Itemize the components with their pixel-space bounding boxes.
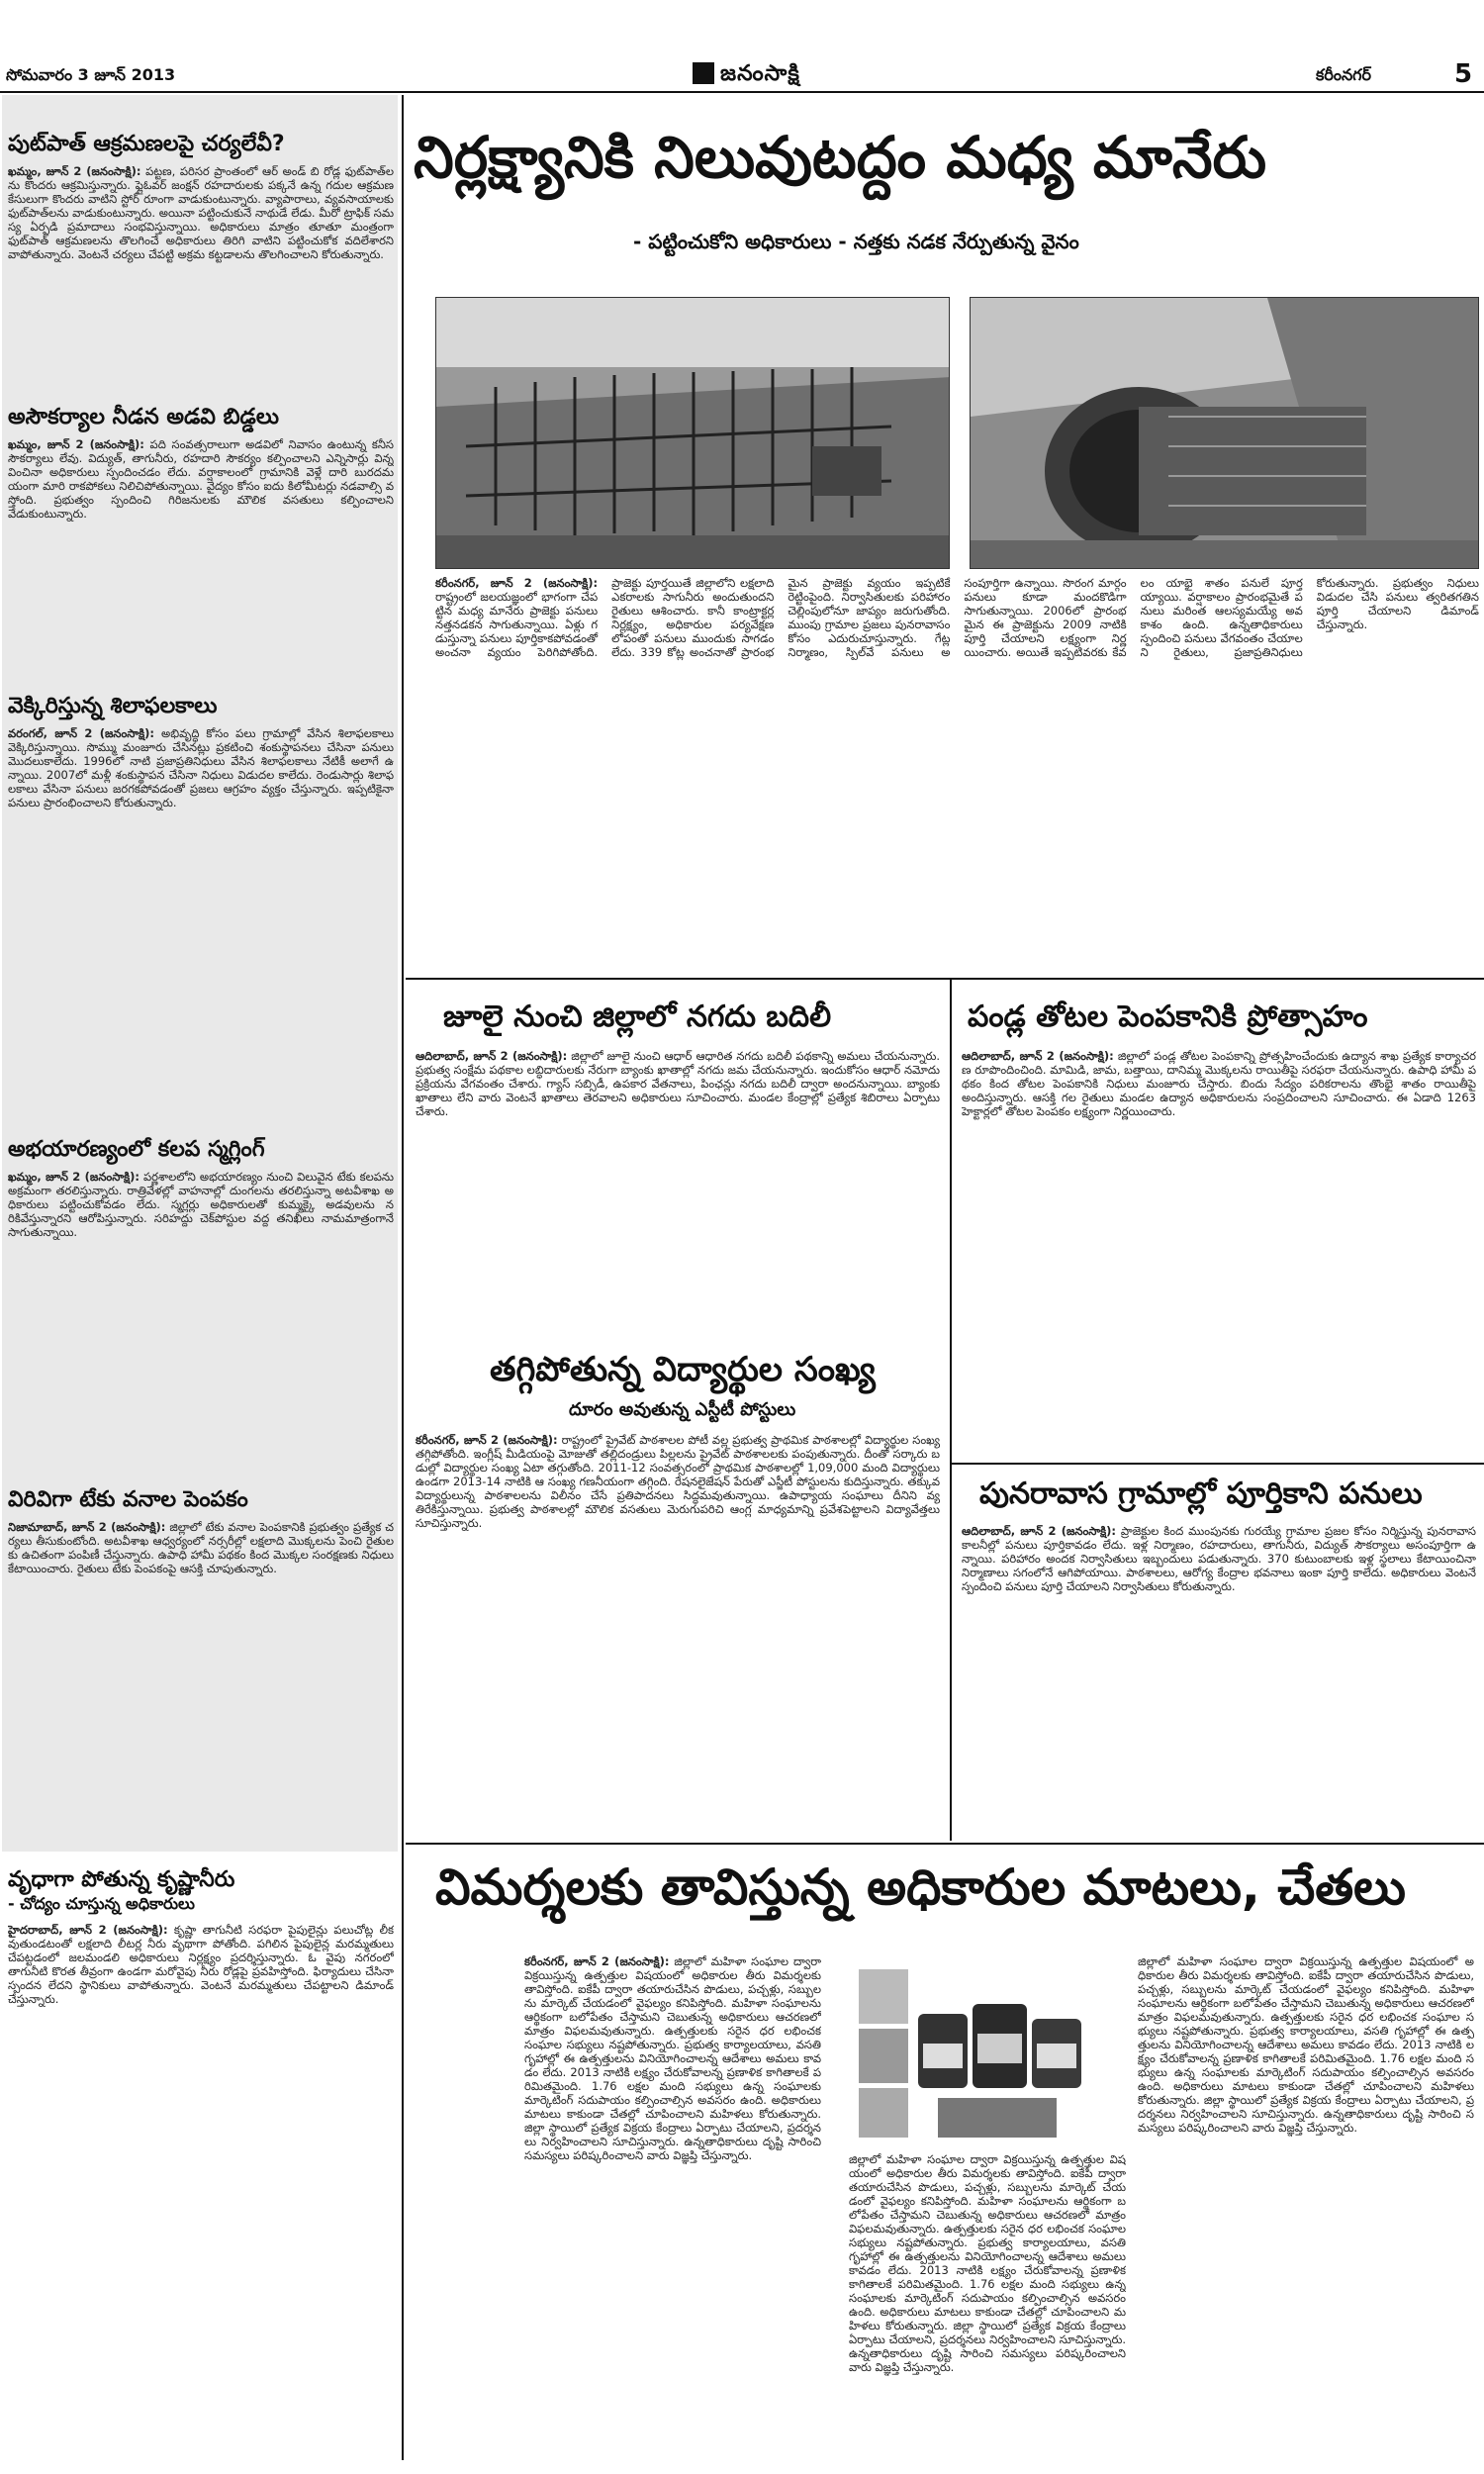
lead-text: రాష్ట్రంలో జలయజ్ఞంలో భాగంగా చేపట్టిన మధ్య మానేరు ప్రాజెక్టు పనులు నత్తనడకన సాగుతున్నాయి. ఏళ్లు గడుస్తున్నా పనులు పూర్తికాకపోవడంతో అంచనా వ్యయం పెరిగిపోతోంది. ప్రాజెక్టు పూర్తయితే జిల్లాలోని లక్షలాది ఎకరాలకు సాగునీరు అందుతుందని రైతులు ఆశించారు. కానీ కాంట్రాక్టర్ల నిర్లక్ష్యం, అధికారుల పర్యవేక్షణ లోపంతో పనులు ముందుకు సాగడం లేదు. 339 కోట్ల అంచనాతో ప్రారంభమైన ప్రాజెక్టు వ్యయం ఇప్పటికే రెట్టింపైంది. నిర్వాసితులకు పరిహారం చెల్లింపులోనూ జాప్యం జరుగుతోంది. ముంపు గ్రామాల ప్రజలు పునరావాసం కోసం ఎదురుచూస్తున్నారు. గేట్ల నిర్మాణం, స్పిల్‌వే పనులు అసంపూర్తిగా ఉన్నాయి. సొరంగ మార్గం పనులు కూడా మందకొడిగా సాగుతున్నాయి. 2006లో ప్రారంభమైన ఈ ప్రాజెక్టును 2009 నాటికి పూర్తి చేయాలని లక్ష్యంగా నిర్ణయించారు. అయితే ఇప్పటివరకు కేవలం యాభై శాతం పనులే పూర్తయ్యాయి. వర్షాకాలం ప్రారంభమైతే పనులు మరింత ఆలస్యమయ్యే అవకాశం ఉంది. ఉన్నతాధికారులు స్పందించి పనులు వేగవంతం చేయాలని రైతులు, ప్రజాప్రతినిధులు కోరుతున్నారు. ప్రభుత్వం నిధులు విడుదల చేసి పనులు త్వరితగతిన పూర్తి చేయాలని డిమాండ్ చేస్తున్నారు. [435,576,1479,659]
story-body [8,437,394,675]
story-text: పది సంవత్సరాలుగా అడవిలో నివాసం ఉంటున్న కనీస సౌకర్యాలు లేవు. విద్యుత్, తాగునీరు, రహదారి సౌకర్యం కల్పించాలని ఎన్నిసార్లు విన్నవించినా అధికారులు స్పందించడం లేదు. వర్షాకాలంలో గ్రామానికి వెళ్లే దారి బురదమయంగా మారి రాకపోకలు నిలిచిపోతున్నాయి. వైద్యం కోసం ఐదు కిలోమీటర్లు నడవాల్సి వస్తోంది. ప్రభుత్వం స్పందించి గిరిజనులకు మౌలిక వసతులు కల్పించాలని వేడుకుంటున్నారు. [8,437,394,521]
column-divider [950,980,952,1841]
story-dateline: ఖమ్మం, జూన్ 2 (జనంసాక్షి): [8,1170,139,1184]
story-dateline: కరీంనగర్, జూన్ 2 (జనంసాక్షి): [416,1433,558,1447]
left-story-4 [8,1136,394,1447]
story-subheading: - చోద్యం చూస్తున్న అధికారులు [8,1894,195,1913]
story-body [962,1524,1476,1831]
story-text: జిల్లాలో పండ్ల తోటల పెంపకాన్ని ప్రోత్సహించేందుకు ఉద్యాన శాఖ ప్రత్యేక కార్యాచరణ రూపొందించింది. మామిడి, జామ, బత్తాయి, దానిమ్మ మొక్కలను రాయితీపై సరఫరా చేయనున్నారు. ఉపాధి హామీ పథకం కింద తోటల పెంపకానికి నిధులు మంజూరు చేస్తారు. బిందు సేద్యం పరికరాలను తొంభై శాతం రాయితీపై అందిస్తున్నారు. ఆసక్తి గల రైతులు మండల ఉద్యాన అధికారులను సంప్రదించాలని సూచించారు. ఈ ఏడాది 1263 హెక్టార్లలో తోటల పెంపకం లక్ష్యంగా నిర్ణయించారు. [962,1049,1476,1118]
story-headline: వెక్కిరిస్తున్న శిలాఫలకాలు [8,694,218,718]
left-story-5 [8,1486,394,1817]
page-number: 5 [1454,59,1473,89]
bottom-headline: విమర్శలకు తావిస్తున్న అధికారుల మాటలు, చేతలు [435,1858,1406,1916]
story-text-continued: జిల్లాలో మహిళా సంఘాల ద్వారా విక్రయిస్తున్న ఉత్పత్తుల విషయంలో అధికారుల తీరు విమర్శలకు తావిస్తోంది. ఐకేపీ ద్వారా తయారుచేసిన పొడులు, పచ్చళ్లు, సబ్బులను మార్కెట్ చేయడంలో వైఫల్యం కనిపిస్తోంది. మహిళా సంఘాలను ఆర్థికంగా బలోపేతం చేస్తామని చెబుతున్న అధికారులు ఆచరణలో మాత్రం విఫలమవుతున్నారు. ఉత్పత్తులకు సరైన ధర లభించక సంఘాల సభ్యులు నష్టపోతున్నారు. ప్రభుత్వ కార్యాలయాలు, వసతి గృహాల్లో ఈ ఉత్పత్తులను వినియోగించాలన్న ఆదేశాలు అమలు కావడం లేదు. 2013 నాటికి లక్ష్యం చేరుకోవాలన్న ప్రణాళిక కాగితాలకే పరిమితమైంది. 1.76 లక్షల మంది సభ్యులు ఉన్న సంఘాలకు మార్కెటింగ్ సదుపాయం కల్పించాల్సిన అవసరం ఉంది. అధికారులు మాటలు కాకుండా చేతల్లో చూపించాలని మహిళలు కోరుతున్నారు. జిల్లా స్థాయిలో ప్రత్యేక విక్రయ కేంద్రాలు ఏర్పాటు చేయాలని, ప్రదర్శనలు నిర్వహించాలని సూచిస్తున్నారు. ఉన్నతాధికారులు దృష్టి సారించి సమస్యలు పరిష్కరించాలని వారు విజ్ఞప్తి చేస్తున్నారు. [1138,1954,1474,2135]
tunnel-photo [970,297,1479,569]
story-text: ప్రాజెక్టుల కింద ముంపునకు గురయ్యే గ్రామాల ప్రజల కోసం నిర్మిస్తున్న పునరావాస కాలనీల్లో పనులు పూర్తికావడం లేదు. ఇళ్ల నిర్మాణం, రహదారులు, తాగునీరు, విద్యుత్ సౌకర్యాలు అసంపూర్తిగా ఉన్నాయి. పరిహారం అందక నిర్వాసితులు ఇబ్బందులు పడుతున్నారు. 370 కుటుంబాలకు ఇళ్ల స్థలాలు కేటాయించినా నిర్మాణాలు సగంలోనే ఆగిపోయాయి. పాఠశాలలు, ఆరోగ్య కేంద్రాల భవనాలు ఇంకా పూర్తి కాలేదు. అధికారులు వెంటనే స్పందించి పనులు పూర్తి చేయాలని నిర్వాసితులు కోరుతున్నారు. [962,1524,1476,1593]
story-headline: అసౌకర్యాల నీడన అడవి బిడ్డలు [8,405,280,429]
logo-mark-icon [693,62,714,84]
story-headline: పుట్‌పాత్ ఆక్రమణలపై చర్యలేవీ? [8,132,285,156]
story-dateline: ఖమ్మం, జూన్ 2 (జనంసాక్షి): [8,164,141,178]
issue-date: సోమవారం 3 జూన్ 2013 [6,65,176,84]
story-dateline: వరంగల్, జూన్ 2 (జనంసాక్షి): [8,726,155,740]
story-text: రాష్ట్రంలో ప్రైవేట్ పాఠశాలల పోటీ వల్ల ప్రభుత్వ ప్రాథమిక పాఠశాలల్లో విద్యార్థుల సంఖ్య తగ్గిపోతోంది. ఇంగ్లీష్ మీడియంపై మోజుతో తల్లిదండ్రులు పిల్లలను ప్రైవేట్ పాఠశాలలకు పంపుతున్నారు. దీంతో సర్కారు బడుల్లో విద్యార్థుల సంఖ్య ఏటా తగ్గుతోంది. 2011-12 సంవత్సరంలో ప్రాథమిక పాఠశాలల్లో 1,09,000 మంది విద్యార్థులు ఉండగా 2013-14 నాటికి ఆ సంఖ్య గణనీయంగా తగ్గింది. రేషనలైజేషన్ పేరుతో ఎస్జీటీ పోస్టులను కుదిస్తున్నారు. తక్కువ విద్యార్థులున్న పాఠశాలలను విలీనం చేసే ప్రతిపాదనలు సిద్ధమవుతున్నాయి. ఉపాధ్యాయ సంఘాలు దీనిని వ్యతిరేకిస్తున్నాయి. ప్రభుత్వ పాఠశాలల్లో మౌలిక వసతులు మెరుగుపరిచి ఆంగ్ల మాధ్యమాన్ని ప్రవేశపెట్టాలని విద్యావేత్తలు సూచిస్తున్నారు. [416,1433,940,1530]
story-text: పట్టణ, పరిసర ప్రాంతంలో ఆర్ అండ్ బి రోడ్ల ఫుట్‌పాత్‌లను కొందరు ఆక్రమిస్తున్నారు. ఫ్లైఓవర్ జంక్షన్ రహదారులకు పక్కనే ఉన్న గదుల ఆక్రమణ కేసులుగా కొందరు వాటిని స్టోర్ రూంగా వాడుకుంటున్నారు. వ్యాపారాలు, వ్యవసాయాలకు ఫుట్‌పాత్‌లను వాడుకుంటున్నారు. అయినా పట్టించుకునే నాథుడే లేడు. మీరో ట్రాఫిక్ సమస్య ఏర్పడి ప్రమాదాలు సంభవిస్తున్నాయి. అధికారులు మాత్రం తూతూ మంత్రంగా ఫుట్‌పాత్ ఆక్రమణలను తొలగించే అధికారులు తిరిగి వాటిని పట్టించుకోక వదిలేశారని వాపోతున్నారు. వెంటనే చర్యలు చేపట్టి అక్రమ కట్టడాలను తొలగించాలని కోరుతున్నారు. [8,164,394,261]
story-body [8,164,394,402]
paper-name: జనంసాక్షి [720,61,800,86]
story-headline: జూలై నుంచి జిల్లాలో నగదు బదిలీ [443,999,832,1034]
story-text-continued: జిల్లాలో మహిళా సంఘాల ద్వారా విక్రయిస్తున్న ఉత్పత్తుల విషయంలో అధికారుల తీరు విమర్శలకు తావిస్తోంది. ఐకేపీ ద్వారా తయారుచేసిన పొడులు, పచ్చళ్లు, సబ్బులను మార్కెట్ చేయడంలో వైఫల్యం కనిపిస్తోంది. మహిళా సంఘాలను ఆర్థికంగా బలోపేతం చేస్తామని చెబుతున్న అధికారులు ఆచరణలో మాత్రం విఫలమవుతున్నారు. ఉత్పత్తులకు సరైన ధర లభించక సంఘాల సభ్యులు నష్టపోతున్నారు. ప్రభుత్వ కార్యాలయాలు, వసతి గృహాల్లో ఈ ఉత్పత్తులను వినియోగించాలన్న ఆదేశాలు అమలు కావడం లేదు. 2013 నాటికి లక్ష్యం చేరుకోవాలన్న ప్రణాళిక కాగితాలకే పరిమితమైంది. 1.76 లక్షల మంది సభ్యులు ఉన్న సంఘాలకు మార్కెటింగ్ సదుపాయం కల్పించాల్సిన అవసరం ఉంది. అధికారులు మాటలు కాకుండా చేతల్లో చూపించాలని మహిళలు కోరుతున్నారు. జిల్లా స్థాయిలో ప్రత్యేక విక్రయ కేంద్రాలు ఏర్పాటు చేయాలని, ప్రదర్శనలు నిర్వహించాలని సూచిస్తున్నారు. ఉన్నతాధికారులు దృష్టి సారించి సమస్యలు పరిష్కరించాలని వారు విజ్ఞప్తి చేస్తున్నారు. [849,2152,1126,2374]
column-divider [402,95,404,2460]
story-subheading: దూరం అవుతున్న ఎస్టీటీ పోస్టులు [569,1399,796,1420]
lead-headline: నిర్లక్ష్యానికి నిలువుటద్దం మధ్య మానేరు [414,124,1267,191]
story-text: జిల్లాలో జూలై నుంచి ఆధార్ ఆధారిత నగదు బదిలీ పథకాన్ని అమలు చేయనున్నారు. ప్రభుత్వ సంక్షేమ పథకాల లబ్ధిదారులకు నేరుగా బ్యాంకు ఖాతాల్లో నగదు జమ చేయనున్నారు. ఇందుకోసం ఆధార్ నమోదు ప్రక్రియను వేగవంతం చేశారు. గ్యాస్ సబ్సిడీ, ఉపకార వేతనాలు, పింఛన్లు నగదు బదిలీ ద్వారా అందనున్నాయి. బ్యాంకు ఖాతాలు లేని వారు వెంటనే ఖాతాలు తెరవాలని అధికారులు సూచించారు. మండల కేంద్రాల్లో ప్రత్యేక శిబిరాలు ఏర్పాటు చేశారు. [416,1049,940,1118]
bottom-body-col1 [524,1954,821,2459]
story-body [8,1170,394,1447]
left-story-2 [8,404,394,675]
story-text: పర్ణశాలలోని అభయారణ్యం నుంచి విలువైన టేకు కలపను అక్రమంగా తరలిస్తున్నారు. రాత్రివేళల్లో వాహనాల్లో దుంగలను తరలిస్తున్నా అటవీశాఖ అధికారులు పట్టించుకోవడం లేదు. స్మగ్లర్లు అధికారులతో కుమ్మక్కై అడవులను నరికివేస్తున్నారని ఆరోపిస్తున్నారు. సరిహద్దు చెక్‌పోస్టుల వద్ద తనిఖీలు నామమాత్రంగానే సాగుతున్నాయి. [8,1170,394,1239]
lead-dateline: కరీంనగర్, జూన్ 2 (జనంసాక్షి): [435,576,599,590]
left-story-1 [8,131,394,402]
story-headline: అభయారణ్యంలో కలప స్మగ్లింగ్ [8,1137,265,1162]
story-body [416,1433,940,1829]
story-headline: విరివిగా టేకు వనాల పెంపకం [8,1487,248,1512]
section-rule [406,1843,1484,1845]
story-body [416,1049,940,1336]
story-text: అభివృద్ధి కోసం పలు గ్రామాల్లో వేసిన శిలాఫలకాలు వెక్కిరిస్తున్నాయి. సొమ్ము మంజూరు చేసినట్లు ప్రకటించి శంకుస్థాపనలు చేసినా పనులు మొదలుకాలేదు. 1996లో నాటి ప్రజాప్రతినిధులు వేసిన శిలాఫలకాలు నేటికీ అలాగే ఉన్నాయి. 2007లో మళ్లీ శంకుస్థాపన చేసినా నిధులు విడుదల కాలేదు. రెండుసార్లు శిలాఫలకాలు వేసినా పనులు జరగకపోవడంతో ప్రజలు ఆగ్రహం వ్యక్తం చేస్తున్నారు. ఇప్పటికైనా పనులు ప్రారంభించాలని కోరుతున్నారు. [8,726,394,809]
story-body [8,1923,394,2437]
story-body [962,1049,1476,1455]
story-headline: పునరావాస గ్రామాల్లో పూర్తికాని పనులు [979,1476,1423,1511]
bottom-body-col3 [1138,1954,1474,2459]
section-rule [952,1463,1484,1465]
story-headline: పండ్ల తోటల పెంపకానికి ప్రోత్సాహం [968,999,1368,1034]
story-text: జిల్లాలో మహిళా సంఘాల ద్వారా విక్రయిస్తున్న ఉత్పత్తుల విషయంలో అధికారుల తీరు విమర్శలకు తావిస్తోంది. ఐకేపీ ద్వారా తయారుచేసిన పొడులు, పచ్చళ్లు, సబ్బులను మార్కెట్ చేయడంలో వైఫల్యం కనిపిస్తోంది. మహిళా సంఘాలను ఆర్థికంగా బలోపేతం చేస్తామని చెబుతున్న అధికారులు ఆచరణలో మాత్రం విఫలమవుతున్నారు. ఉత్పత్తులకు సరైన ధర లభించక సంఘాల సభ్యులు నష్టపోతున్నారు. ప్రభుత్వ కార్యాలయాలు, వసతి గృహాల్లో ఈ ఉత్పత్తులను వినియోగించాలన్న ఆదేశాలు అమలు కావడం లేదు. 2013 నాటికి లక్ష్యం చేరుకోవాలన్న ప్రణాళిక కాగితాలకే పరిమితమైంది. 1.76 లక్షల మంది సభ్యులు ఉన్న సంఘాలకు మార్కెటింగ్ సదుపాయం కల్పించాల్సిన అవసరం ఉంది. అధికారులు మాటలు కాకుండా చేతల్లో చూపించాలని మహిళలు కోరుతున్నారు. జిల్లా స్థాయిలో ప్రత్యేక విక్రయ కేంద్రాలు ఏర్పాటు చేయాలని, ప్రదర్శనలు నిర్వహించాలని సూచిస్తున్నారు. ఉన్నతాధికారులు దృష్టి సారించి సమస్యలు పరిష్కరించాలని వారు విజ్ఞప్తి చేస్తున్నారు. [524,1954,821,2162]
construction-photo [435,297,950,569]
left-story-6 [8,1866,394,2437]
story-text: కృష్ణా తాగునీటి సరఫరా పైపులైన్లు పలుచోట్ల లీకవుతుండటంతో లక్షలాది లీటర్ల నీరు వృథాగా పోతోంది. పగిలిన పైపులైన్ల మరమ్మతులు చేపట్టడంలో జలమండలి అధికారులు నిర్లక్ష్యం ప్రదర్శిస్తున్నారు. ఓ వైపు నగరంలో తాగునీటి కొరత తీవ్రంగా ఉండగా మరోవైపు నీరు రోడ్లపై ప్రవహిస్తోంది. ఫిర్యాదులు చేసినా స్పందన లేదని స్థానికులు వాపోతున్నారు. వెంటనే మరమ్మతులు చేపట్టాలని డిమాండ్ చేస్తున్నారు. [8,1923,394,2006]
story-body [8,726,394,1147]
story-dateline: ఆదిలాబాద్, జూన్ 2 (జనంసాక్షి): [416,1049,568,1063]
lead-body [435,576,1479,972]
products-photo [849,1964,1091,2142]
story-dateline: ఖమ్మం, జూన్ 2 (జనంసాక్షి): [8,437,144,451]
masthead [693,61,800,91]
header-rule [0,91,1484,93]
section-rule [406,978,1484,980]
story-text: జిల్లాలో టేకు వనాల పెంపకానికి ప్రభుత్వం ప్రత్యేక చర్యలు తీసుకుంటోంది. అటవీశాఖ ఆధ్వర్యంలో నర్సరీల్లో లక్షలాది మొక్కలను పెంచి రైతులకు ఉచితంగా పంపిణీ చేస్తున్నారు. ఉపాధి హామీ పథకం కింద మొక్కల సంరక్షణకు నిధులు కేటాయించారు. రైతులు టేకు పెంపకంపై ఆసక్తి చూపుతున్నారు. [8,1520,394,1575]
story-dateline: కరీంనగర్, జూన్ 2 (జనంసాక్షి): [524,1954,670,1968]
story-dateline: నిజామాబాద్, జూన్ 2 (జనంసాక్షి): [8,1520,166,1534]
edition-city: కరీంనగర్ [1316,65,1372,84]
bottom-body-col2 [849,2152,1126,2459]
left-story-3 [8,693,394,1147]
story-dateline: హైదరాబాద్, జూన్ 2 (జనంసాక్షి): [8,1923,168,1937]
story-dateline: ఆదిలాబాద్, జూన్ 2 (జనంసాక్షి): [962,1049,1114,1063]
story-headline: వృధాగా పోతున్న కృష్ణానీరు [8,1867,235,1892]
story-dateline: ఆదిలాబాద్, జూన్ 2 (జనంసాక్షి): [962,1524,1116,1538]
story-headline: తగ్గిపోతున్న విద్యార్థుల సంఖ్య [490,1350,876,1389]
lead-deck: - పట్టించుకోని అధికారులు - నత్తకు నడక నేర్పుతున్న వైనం [633,230,1079,253]
story-body [8,1520,394,1817]
